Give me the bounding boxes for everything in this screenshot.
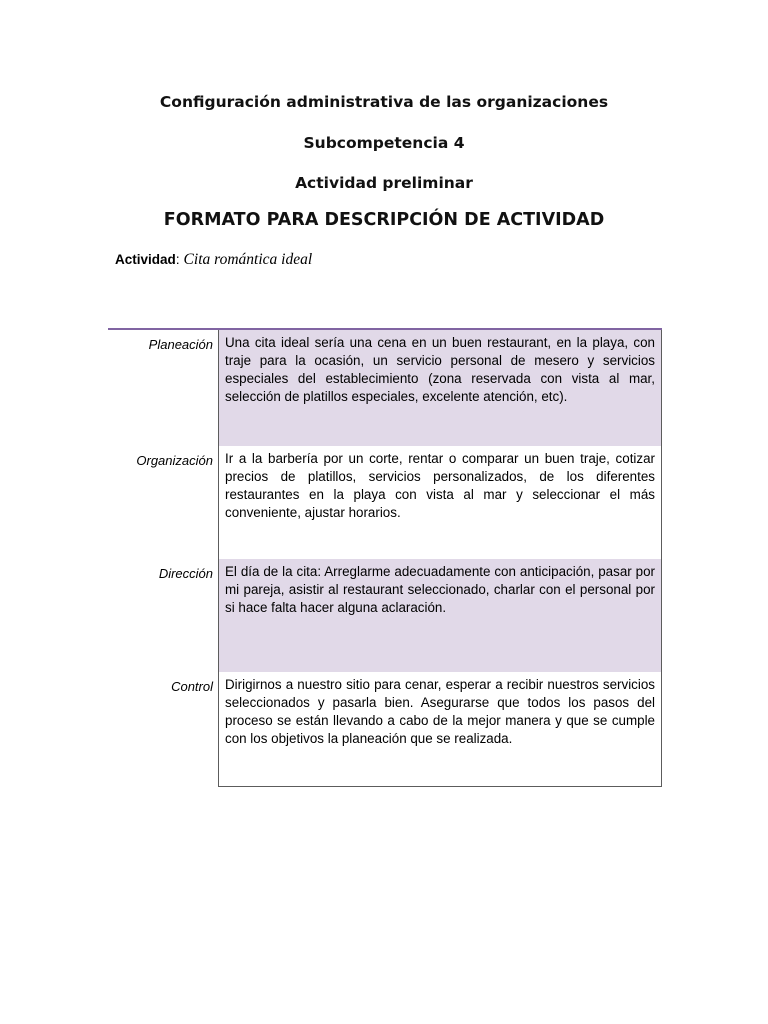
activity-line <box>115 251 312 269</box>
activity-value: Cita romántica ideal <box>183 251 313 268</box>
table-row-control <box>108 672 662 787</box>
row-text-direccion: El día de la cita: Arreglarme adecuadamente con anticipación, pasar por mi pareja, asistir al restaurant seleccionado, charlar con el personal por si hace falta hacer alguna aclaración. <box>218 559 662 672</box>
row-label-planeacion: Planeación <box>148 337 213 352</box>
activity-description-table <box>108 328 662 787</box>
row-text-planeacion: Una cita ideal sería una cena en un buen restaurant, en la playa, con traje para la ocasión, un servicio personal de mesero y servicios especiales del establecimiento (zona reservada con vista al mar, selección de platillos especiales, excelente atención, etc). <box>218 330 662 446</box>
course-title: Configuración administrativa de las organizaciones <box>159 93 609 111</box>
table-row-organizacion <box>108 446 662 559</box>
row-label-control: Control <box>171 679 213 694</box>
row-text-organizacion: Ir a la barbería por un corte, rentar o comparar un buen traje, cotizar precios de platillos, servicios personalizados, de los diferentes restaurantes en la playa con vista al mar y seleccionar el más conveniente, ajustar horarios. <box>218 446 662 559</box>
subcompetence-title: Subcompetencia 4 <box>303 134 465 152</box>
row-text-control: Dirigirnos a nuestro sitio para cenar, esperar a recibir nuestros servicios seleccionados y pasarla bien. Asegurarse que todos los pasos del proceso se están llevando a cabo de la mejor manera y que se cumple con los objetivos la planeación que se realizada. <box>218 672 662 787</box>
table-row-direccion <box>108 559 662 672</box>
row-label-direccion: Dirección <box>158 566 213 581</box>
activity-type-title: Actividad preliminar <box>295 174 473 192</box>
format-title: FORMATO PARA DESCRIPCIÓN DE ACTIVIDAD <box>163 210 605 230</box>
row-label-organizacion: Organización <box>136 453 213 468</box>
table-row-planeacion <box>108 330 662 446</box>
activity-separator: : <box>175 251 180 267</box>
activity-label: Actividad <box>115 252 176 267</box>
